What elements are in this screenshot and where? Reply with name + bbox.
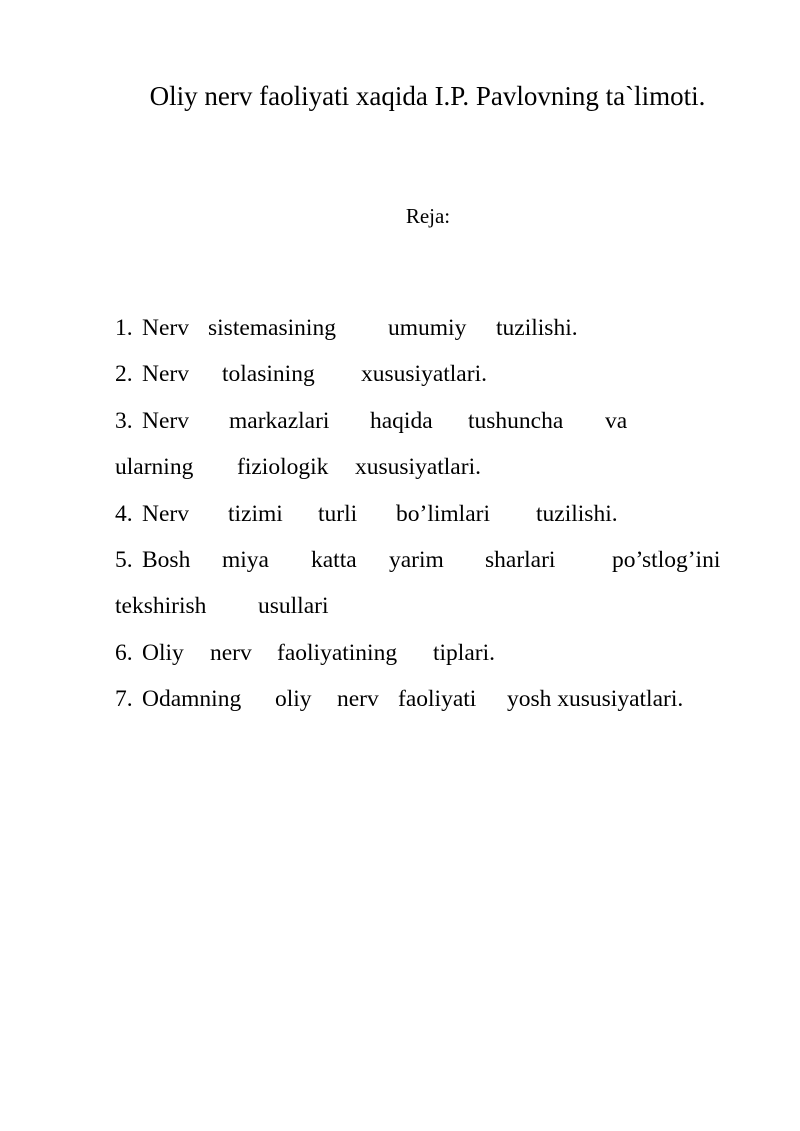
plan-item-word: sistemasining [208,315,336,341]
plan-item-word: Nerv [142,361,189,388]
plan-item-word: tuzilishi. [496,315,578,341]
plan-item-word: tushuncha [468,407,564,434]
plan-item-word: oliy [275,686,312,713]
plan-item-4 [115,498,740,544]
plan-item-word: katta [311,546,357,573]
plan-item-word: fiziologik [237,454,329,481]
plan-item-word: bo’limlari [396,500,490,527]
plan-item-word: po’stlog’ini [612,546,721,573]
plan-item-number: 5. [115,546,133,573]
plan-item-word: Oliy [142,639,184,666]
plan-item-1 [115,312,740,358]
plan-item-word: ularning [115,454,194,481]
plan-item-word: va [605,407,628,434]
plan-item-word: nerv [210,639,252,666]
plan-item-word: haqida [370,407,433,434]
plan-item-word: Bosh [142,546,191,573]
plan-item-word: faoliyatining [277,639,398,666]
plan-item-word: Nerv [142,315,189,341]
plan-item-5-continued [115,590,740,636]
plan-item-word: yosh xususiyatlari. [507,686,684,713]
plan-item-word: Nerv [142,407,189,434]
plan-item-word: tiplari. [433,639,495,666]
plan-item-word: xususiyatlari. [361,361,487,388]
plan-item-number: 7. [115,686,133,713]
document-title: Oliy nerv faoliyati xaqida I.P. Pavlovning ta`limoti. [149,81,706,111]
plan-item-number: 2. [115,361,133,388]
plan-item-2 [115,358,740,404]
plan-item-word: markazlari [229,407,330,434]
plan-item-word: miya [222,546,269,573]
plan-item-6 [115,637,740,683]
plan-item-word: tuzilishi. [536,500,618,527]
plan-item-word: Odamning [142,686,242,713]
plan-item-word: tizimi [228,500,283,527]
plan-item-word: usullari [258,593,329,620]
plan-list [115,312,740,730]
plan-item-word: tolasining [222,361,315,388]
plan-item-word: faoliyati [398,686,477,713]
plan-item-number: 3. [115,407,133,434]
plan-item-word: umumiy [388,315,467,341]
plan-item-word: sharlari [485,546,556,573]
plan-item-number: 1. [115,315,133,341]
plan-item-word: nerv [337,686,379,713]
plan-item-word: yarim [389,546,444,573]
plan-item-word: xususiyatlari. [355,454,481,481]
plan-item-5 [115,544,740,590]
plan-item-3-continued [115,451,740,497]
plan-item-word: Nerv [142,500,189,527]
plan-item-3 [115,405,740,451]
plan-item-word: tekshirish [115,593,207,620]
plan-item-7 [115,683,740,729]
plan-item-word: turli [318,500,358,527]
plan-item-number: 4. [115,500,133,527]
plan-heading: Reja: [405,204,451,228]
plan-item-number: 6. [115,639,133,666]
